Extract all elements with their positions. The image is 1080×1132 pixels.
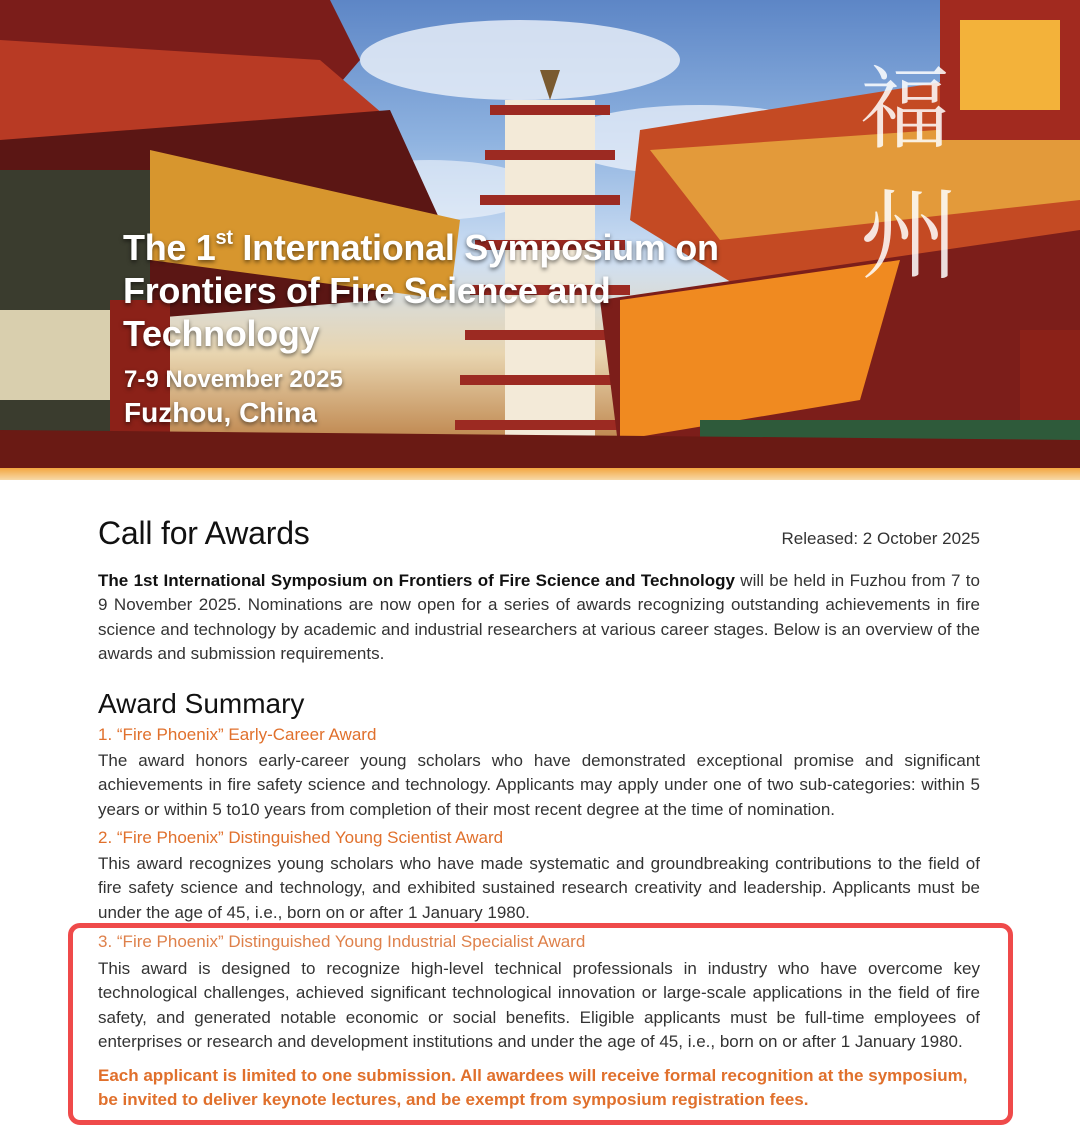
page-title: Call for Awards (98, 515, 310, 551)
banner-divider-strip (0, 468, 1080, 480)
award-3-description: This award is designed to recognize high-level technical professionals in industry who have overcome key technological challenges, achieved significant technological innovation or large-scale applications in the field of fire safety, and generated notable economic or social benefits. Eligible applicants must be full-time employees of enterprises or research and development institutions and under the age of 45, i.e., born on or after 1 January 1980. (98, 959, 980, 1051)
red-highlight-box (68, 923, 1013, 1125)
award-1-heading: 1. “Fire Phoenix” Early-Career Award (98, 725, 377, 744)
release-date: Released: 2 October 2025 (781, 529, 980, 548)
calligraphy-zhou: 州 (860, 177, 960, 294)
award-1-description: The award honors early-career young scholars who have demonstrated exceptional promise and significant achievements in fire safety science and technology. Applicants may apply under one of two sub-categories: within 5 years or within 5 to10 years from completion of their most recent degree at the time of nomination. (98, 751, 980, 819)
award-3-heading: 3. “Fire Phoenix” Distinguished Young Industrial Specialist Award (98, 932, 586, 951)
award-2-description: This award recognizes young scholars who have made systematic and groundbreaking contributions to the field of fire safety science and technology, and exhibited sustained research creativity and leadership. Applicants must be under the age of 45, i.e., born on or after 1 January 1980. (98, 854, 980, 922)
award-summary-heading: Award Summary (98, 688, 305, 719)
symposium-title: The 1st International Symposium on Frontiers of Fire Science and Technology (123, 227, 719, 354)
intro-symposium-name: The 1st International Symposium on Frontiers of Fire Science and Technology (98, 571, 735, 590)
symposium-location: Fuzhou, China (124, 397, 317, 428)
submission-note: Each applicant is limited to one submission. All awardees will receive formal recognition at the symposium, be invited to deliver keynote lectures, and be exempt from symposium registration fees. (98, 1066, 968, 1110)
award-2-heading: 2. “Fire Phoenix” Distinguished Young Scientist Award (98, 828, 504, 847)
header-banner-image (0, 0, 1080, 472)
symposium-dates: 7-9 November 2025 (124, 366, 343, 393)
intro-paragraph: The 1st International Symposium on Frontiers of Fire Science and Technology will be held in Fuzhou from 7 to 9 November 2025. Nominations are now open for a series of awards recognizing outstanding achievements in fire science and technology by academic and industrial researchers at various career stages. Below is an overview of the awards and submission requirements. (98, 571, 980, 663)
calligraphy-fu: 福 (860, 57, 950, 162)
